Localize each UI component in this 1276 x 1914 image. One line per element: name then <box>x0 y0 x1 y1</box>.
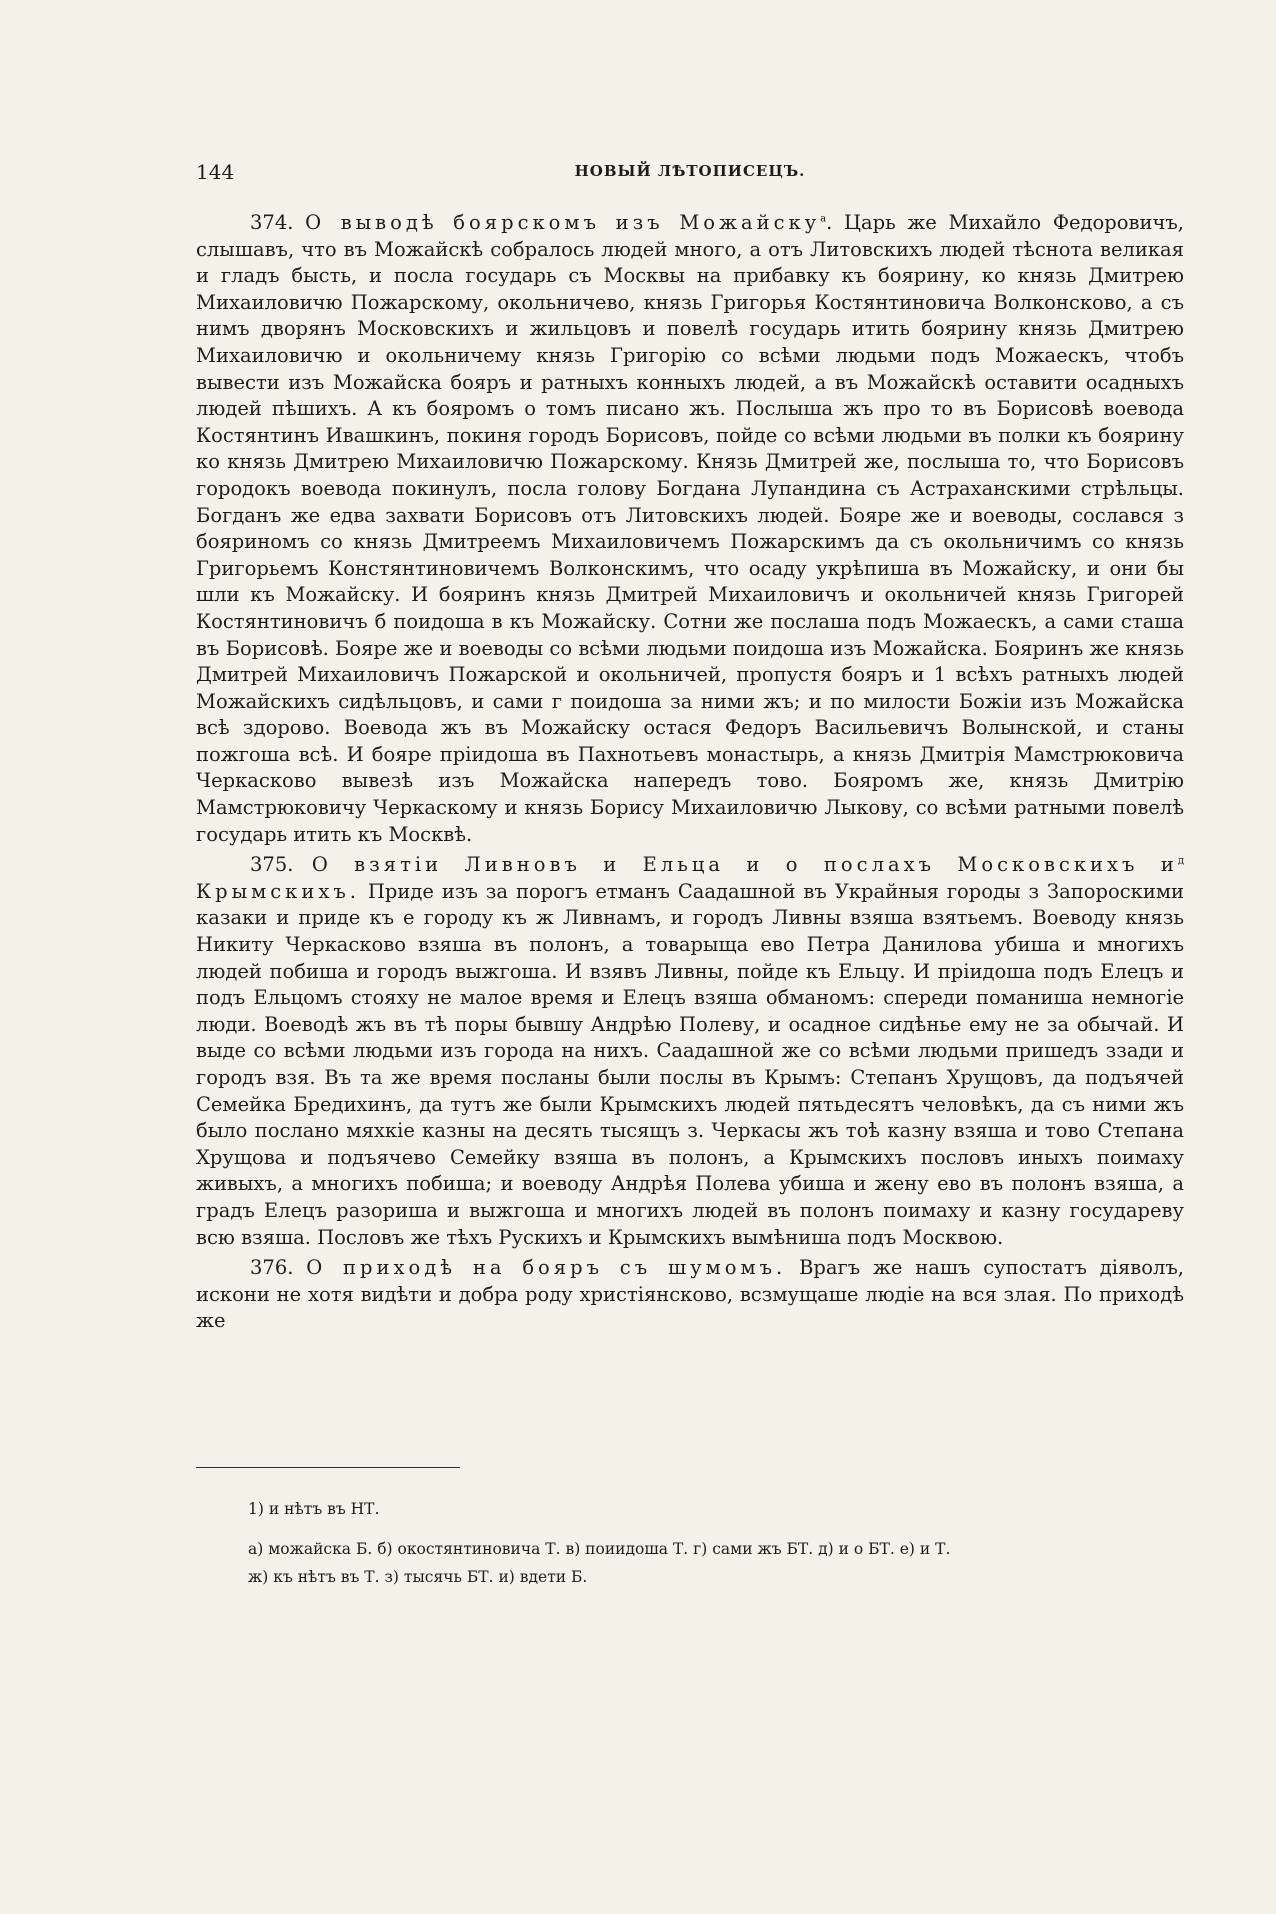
page-number: 144 <box>196 160 235 184</box>
paragraph-heading-tail: Крымскихъ. <box>196 879 360 903</box>
paragraph-number: 374. <box>250 211 294 234</box>
footnotes <box>196 1495 1184 1591</box>
running-title: НОВЫЙ ЛѢТОПИСЕЦЪ. <box>574 162 806 180</box>
footnote-divider <box>196 1467 460 1468</box>
paragraph-375 <box>196 852 1184 1251</box>
paragraph-374 <box>196 210 1184 848</box>
footnote-lettered-line: а) можайска Б. б) окостянтиновича Т. в) поиидоша Т. г) сами жъ БТ. д) и о БТ. е) и Т. <box>248 1540 951 1558</box>
footnote-numbered: 1) и нѣтъ въ НТ. <box>248 1500 380 1518</box>
paragraph-heading: О выводѣ боярскомъ изъ Можайску <box>305 211 821 234</box>
paragraph-heading: О приходѣ на бояръ съ шумомъ. <box>306 1256 787 1280</box>
paragraph-heading: О взятіи Ливновъ и Ельца и о послахъ Московскихъ и <box>311 853 1178 877</box>
footnote-mark: а <box>820 213 827 225</box>
paragraph-body: Приде изъ за порогъ етманъ Саадашной въ Украйныя городы з Запороскими казаки и приде къ е городу къ ж Ливнамъ, и городъ Ливны взяша взятьемъ. Воеводу князь Никиту Черкасково взяша въ полонъ, а товарыща ево Петра Данилова убиша и многихъ людей побиша и городъ выжгоша. И взявъ Ливны, пойде къ Ельцу. И прiидоша подъ Елецъ и подъ Ельцомъ стояху не малое время и Елецъ взяша обманомъ: спереди поманиша немногіе люди. Воеводѣ жъ въ тѣ поры бывшу Андрѣю Полеву, и осадное сидѣнье ему не за обычай. И выде со всѣми людьми изъ города на нихъ. Саадашной же со всѣми людьми пришедъ ззади и городъ взя. Въ та же время посланы были послы въ Крымъ: Степанъ Хрущовъ, да подъячей Семейка Бредихинъ, да тутъ же были Крымскихъ людей пятьдесятъ человѣкъ, да съ ними жъ было послано мяхкіе казны на десять тысящъ з. Черкасы жъ тоѣ казну взяша и тово Степана Хрущова и подъячево Семейку взяша въ полонъ, а Крымскихъ пословъ иныхъ поимаху живыхъ, а многихъ побиша; и воеводу Андрѣя Полева убиша и жену ево въ полонъ взяша, а градъ Елецъ разориша и выжгоша и многихъ людей въ полонъ поимаху и казну государеву всю взяша. Пословъ же тѣхъ Рускихъ и Крымскихъ вымѣниша подъ Москвою. <box>196 879 1184 1249</box>
footnote-mark: д <box>1177 855 1184 867</box>
footnote-lettered-line: ж) къ нѣтъ въ Т. з) тысячь БТ. и) вдети Б. <box>248 1568 588 1586</box>
paragraph-body: . Царь же Михайло Федоровичъ, слышавъ, что въ Можайскѣ собралось людей много, а отъ Литовскихъ людей тѣснота великая и гладъ бысть, и посла государь съ Москвы на прибавку къ боярину, ко князь Дмитрею Михаиловичю Пожарскому, окольничево, князь Григорья Костянтиновича Волконсково, а съ нимъ дворянъ Московскихъ и жильцовъ и повелѣ государь итить боярину князь Дмитрею Михаиловичю и окольничему князь Григорію со всѣми людьми подъ Можаескъ, чтобъ вывести изъ Можайска бояръ и ратныхъ конныхъ людей, а въ Можайскѣ оставити осадныхъ людей пѣшихъ. А къ бояромъ о томъ писано жъ. Послыша жъ про то въ Борисовѣ воевода Костянтинъ Ивашкинъ, покиня городъ Борисовъ, пойде со всѣми людьми въ полки къ боярину ко князь Дмитрею Михаиловичю Пожарскому. Князь Дмитрей же, послыша то, что Борисовъ городокъ воевода покинулъ, посла голову Богдана Лупандина съ Астраханскими стрѣльцы. Богданъ же едва захвати Борисовъ отъ Литовскихъ людей. Бояре же и воеводы, сослався з бояриномъ со князь Дмитреемъ Михаиловичемъ Пожарскимъ да съ окольничимъ со князь Григорьемъ Констянтиновичемъ Волконскимъ, что осаду укрѣпиша въ Можайску, и они бы шли къ Можайску. И бояринъ князь Дмитрей Михаиловичъ и окольничей князь Григорей Костянтиновичъ б поидоша в къ Можайску. Сотни же послаша подъ Можаескъ, а сами сташа въ Борисовѣ. Бояре же и воеводы со всѣми людьми поидоша изъ Можайска. Бояринъ же князь Дмитрей Михаиловичъ Пожарской и окольничей, пропустя бояръ и 1 всѣхъ ратныхъ людей Можайскихъ сидѣльцовъ, и сами г поидоша за ними жъ; и по милости Божіи изъ Можайска всѣ здорово. Воевода жъ въ Можайску остася Федоръ Васильевичъ Волынской, и станы пожгоша всѣ. И бояре прiидоша въ Пахнотьевъ монастырь, а князь Дмитрія Мамстрюковича Черкасково вывезѣ изъ Можайска напередъ тово. Бояромъ же, князь Дмитрію Мамстрюковичу Черкаскому и князь Борису Михаиловичю Лыкову, со всѣми ратными повелѣ государь итить къ Москвѣ. <box>196 211 1184 846</box>
paragraph-376 <box>196 1255 1184 1335</box>
running-head <box>196 160 1184 190</box>
paragraph-number: 375. <box>250 853 294 877</box>
main-text <box>196 210 1184 1339</box>
paragraph-number: 376. <box>250 1256 294 1280</box>
paragraph-body: Врагъ же нашъ супостатъ діяволъ, искони не хотя видѣти и добра роду христіянсково, всзмущаше людіе на вся злая. По приходѣ же <box>196 1256 1184 1333</box>
